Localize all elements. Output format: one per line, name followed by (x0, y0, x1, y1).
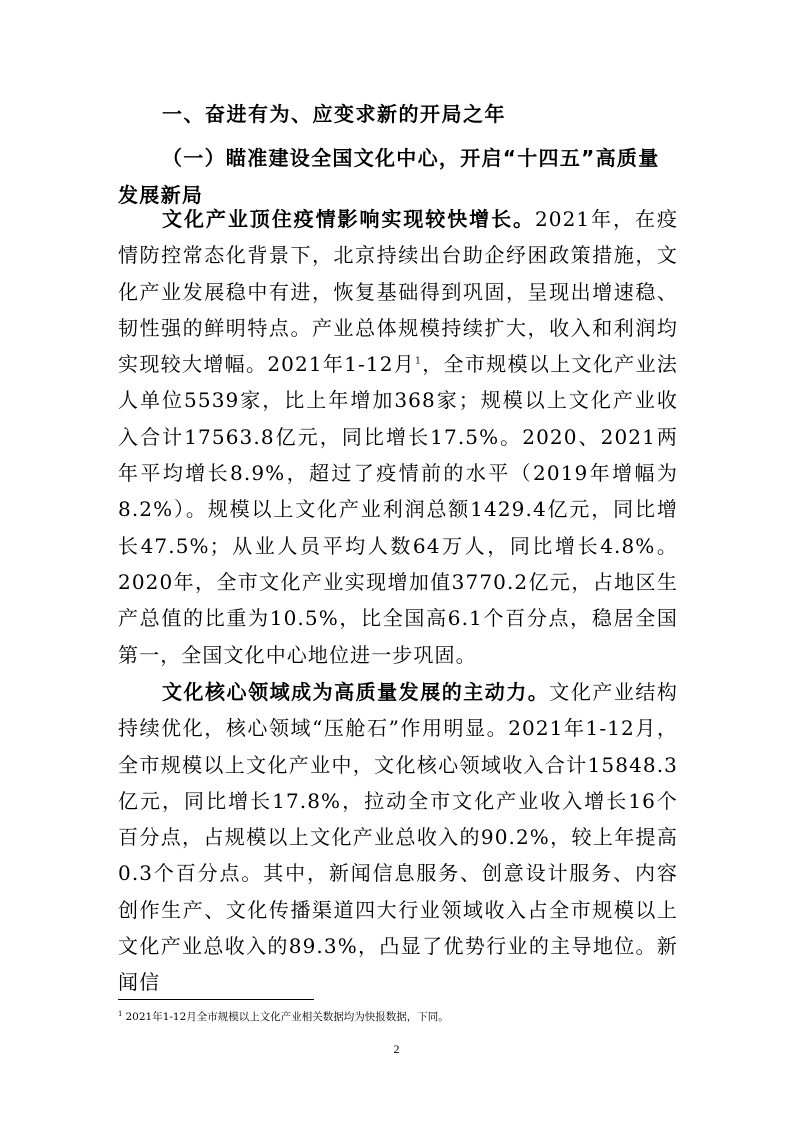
paragraph-text: ，全市规模以上文化产业法人单位5539家，比上年增加368家；规模以上文化产业收入合计17563.8亿元，同比增长17.5%。2020、2021两年平均增长8.9%，超过了疫情前的水平（2019年增幅为8.2%）。规模以上文化产业利润总额1429.4亿元，同比增长47.5%；从业人员平均人数64万人，同比增长4.8%。2020年，全市文化产业实现增加值3770.2亿元，占地区生产总值的比重为10.5%，比全国高6.1个百分点，稳居全国第一，全国文化中心地位进一步巩固。 (118, 352, 679, 667)
footnote (118, 1009, 449, 1024)
footnote-mark: 1 (118, 1009, 123, 1018)
paragraph-lead: 文化核心领域成为高质量发展的主动力。 (162, 680, 550, 704)
footnote-reference[interactable]: 1 (415, 356, 422, 367)
section-heading: 一、奋进有为、应变求新的开局之年 (162, 102, 506, 126)
paragraph-cultural-industry-growth (118, 201, 678, 673)
paragraph-core-sector (118, 674, 678, 1001)
paragraph-text: 文化产业结构持续优化，核心领域“压舱石”作用明显。2021年1-12月，全市规模以上文化产业中，文化核心领域收入合计15848.3亿元，同比增长17.8%，拉动全市文化产业收入增长16个百分点，占规模以上文化产业总收入的90.2%，较上年提高0.3个百分点。其中，新闻信息服务、创意设计服务、内容创作生产、文化传播渠道四大行业领域收入占全市规模以上文化产业总收入的89.3%，凸显了优势行业的主导地位。新闻信 (118, 680, 678, 995)
subsection-heading: （一）瞄准建设全国文化中心，开启“十四五”高质量发展新局 (118, 146, 660, 207)
paragraph-text: 2021年，在疫情防控常态化背景下，北京持续出台助企纾困政策措施，文化产业发展稳中有进，恢复基础得到巩固，呈现出增速稳、韧性强的鲜明特点。产业总体规模持续扩大，收入和利润均实现较大增幅。2021年1-12月 (118, 207, 679, 377)
paragraph-lead: 文化产业顶住疫情影响实现较快增长。 (162, 207, 535, 231)
footnote-divider (118, 999, 314, 1000)
page-number: 2 (393, 1042, 400, 1056)
footnote-text: 2021年1-12月全市规模以上文化产业相关数据均为快报数据，下同。 (125, 1011, 449, 1023)
